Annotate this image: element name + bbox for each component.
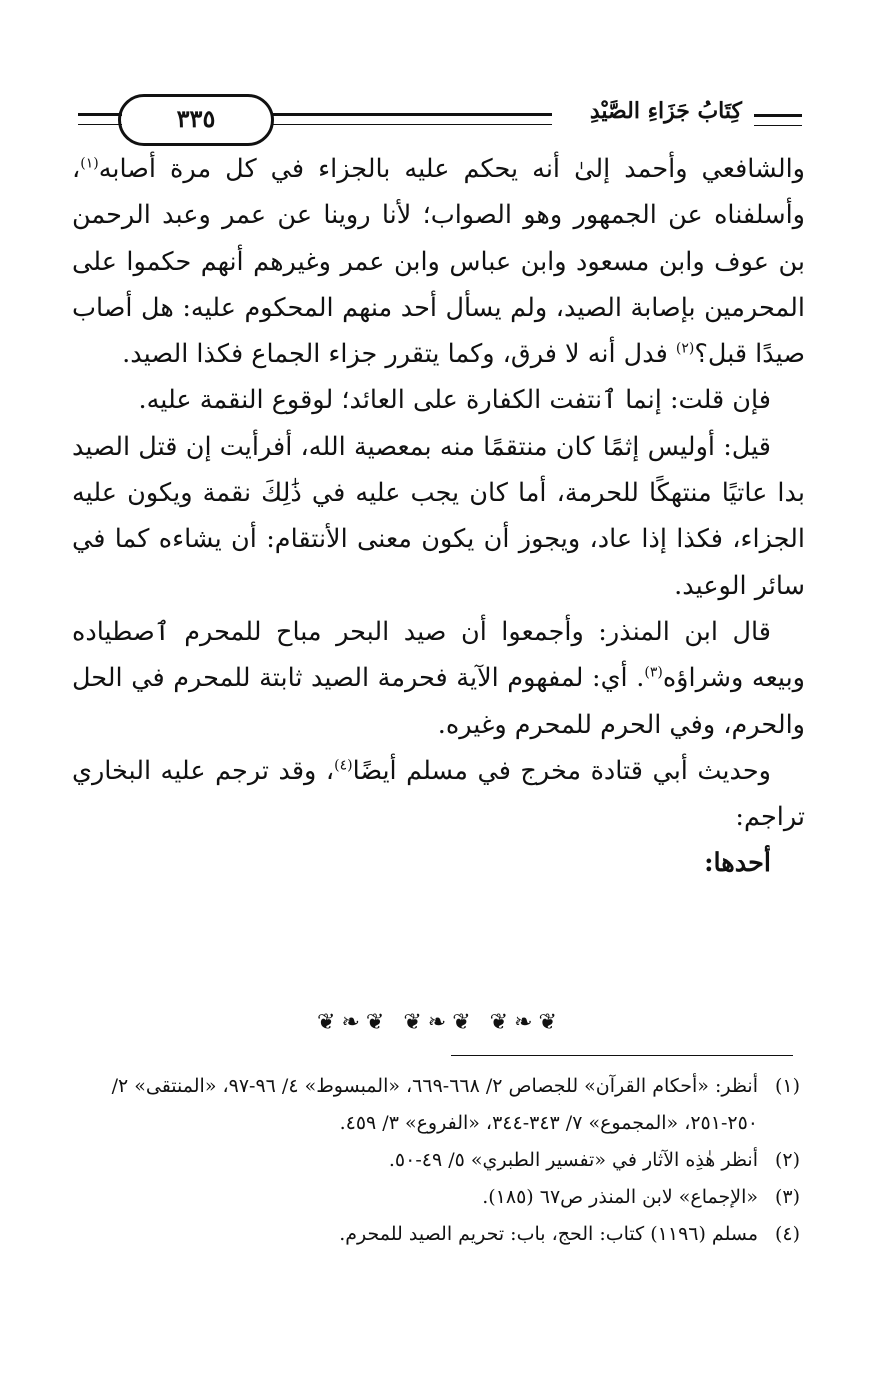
paragraph-6-heading: أحدها: [704,848,771,879]
running-title: كِتَابُ جَزَاءِ الصَّيْدِ [589,98,742,124]
paragraph-1: والشافعي وأحمد إلىٰ أنه يحكم عليه بالجزاء في كل مرة أصابه$^{(١)}$، وأسلفناه عن الجمهور وهو الصواب؛ لأنا روينا عن عمر وعبد الرحمن بن عوف وابن مسعود وابن عباس وابن عمر وغيرهم أنهم حكموا على المحرمين بإصابة الصيد، ولم يسأل أحد منهم المحكوم عليه: هل أصاب صيدًا قبل؟$^{(٢)}$ فدل أنه لا فرق، وكما يتقرر جزاء الجماع فكذا الصيد. [72,154,805,370]
footnote-ref-4[interactable]: (٤) [334,757,353,774]
header-rule-right [754,114,802,126]
footnote-4: (٤) مسلم (١١٩٦) كتاب: الحج، باب: تحريم الصيد للمحرم. [100,1216,800,1253]
footnote-ref-3[interactable]: (٣) [644,664,663,681]
footnote-rule [451,1055,793,1056]
paragraph-5: وحديث أبي قتادة مخرج في مسلم أيضًا$^{(٤)}$، وقد ترجم عليه البخاري تراجم: [72,755,805,833]
ornament-divider: ❦❧❦ ❦❧❦ ❦❧❦ [317,1010,563,1035]
footnote-number: (٣) [774,1186,800,1208]
footnote-number: (١) [774,1075,800,1097]
footnote-number: (٤) [774,1223,800,1245]
header-rule-middle [268,113,552,125]
main-text [72,146,805,887]
footnote-ref-2[interactable]: (٢) [675,340,695,357]
page-header [78,92,802,144]
footnote-ref-1[interactable]: (١) [80,155,99,172]
footnote-3: (٣) «الإجماع» لابن المنذر ص٦٧ (١٨٥). [100,1179,800,1216]
footnotes [100,1068,800,1253]
footnote-1: (١) أنظر: «أحكام القرآن» للجصاص ٢/ ٦٦٨-٦٦٩، «المبسوط» ٤/ ٩٦-٩٧، «المنتقى» ٢/ ٢٥٠-٢٥١، «المجموع» ٧/ ٣٤٣-٣٤٤، «الفروع» ٣/ ٤٥٩. [100,1068,800,1142]
paragraph-3: قيل: أوليس إثمًا كان منتقمًا منه بمعصية الله، أفرأيت إن قتل الصيد بدا عاتيًا منتهكًا للحرمة، أما كان يجب عليه في ذَٰلِكَ نقمة ويكون عليه الجزاء، فكذا إذا عاد، ويجوز أن يكون معنى الأنتقام: أن يشاءه كما في سائر الوعيد. [72,431,805,601]
page-number: ٣٣٥ [118,94,274,146]
footnote-number: (٢) [774,1149,800,1171]
paragraph-4: قال ابن المنذر: وأجمعوا أن صيد البحر مباح للمحرم ٱصطياده وبيعه وشراؤه$^{(٣)}$. أي: لمفهوم الآية فحرمة الصيد ثابتة للمحرم في الحل والحرم، وفي الحرم للمحرم وغيره. [72,616,805,740]
paragraph-2: فإن قلت: إنما ٱنتفت الكفارة على العائد؛ لوقوع النقمة عليه. [138,385,771,416]
footnote-2: (٢) أنظر هٰذِه الآثار في «تفسير الطبري» ٥/ ٤٩-٥٠. [100,1142,800,1179]
header-rule-left [78,113,122,125]
